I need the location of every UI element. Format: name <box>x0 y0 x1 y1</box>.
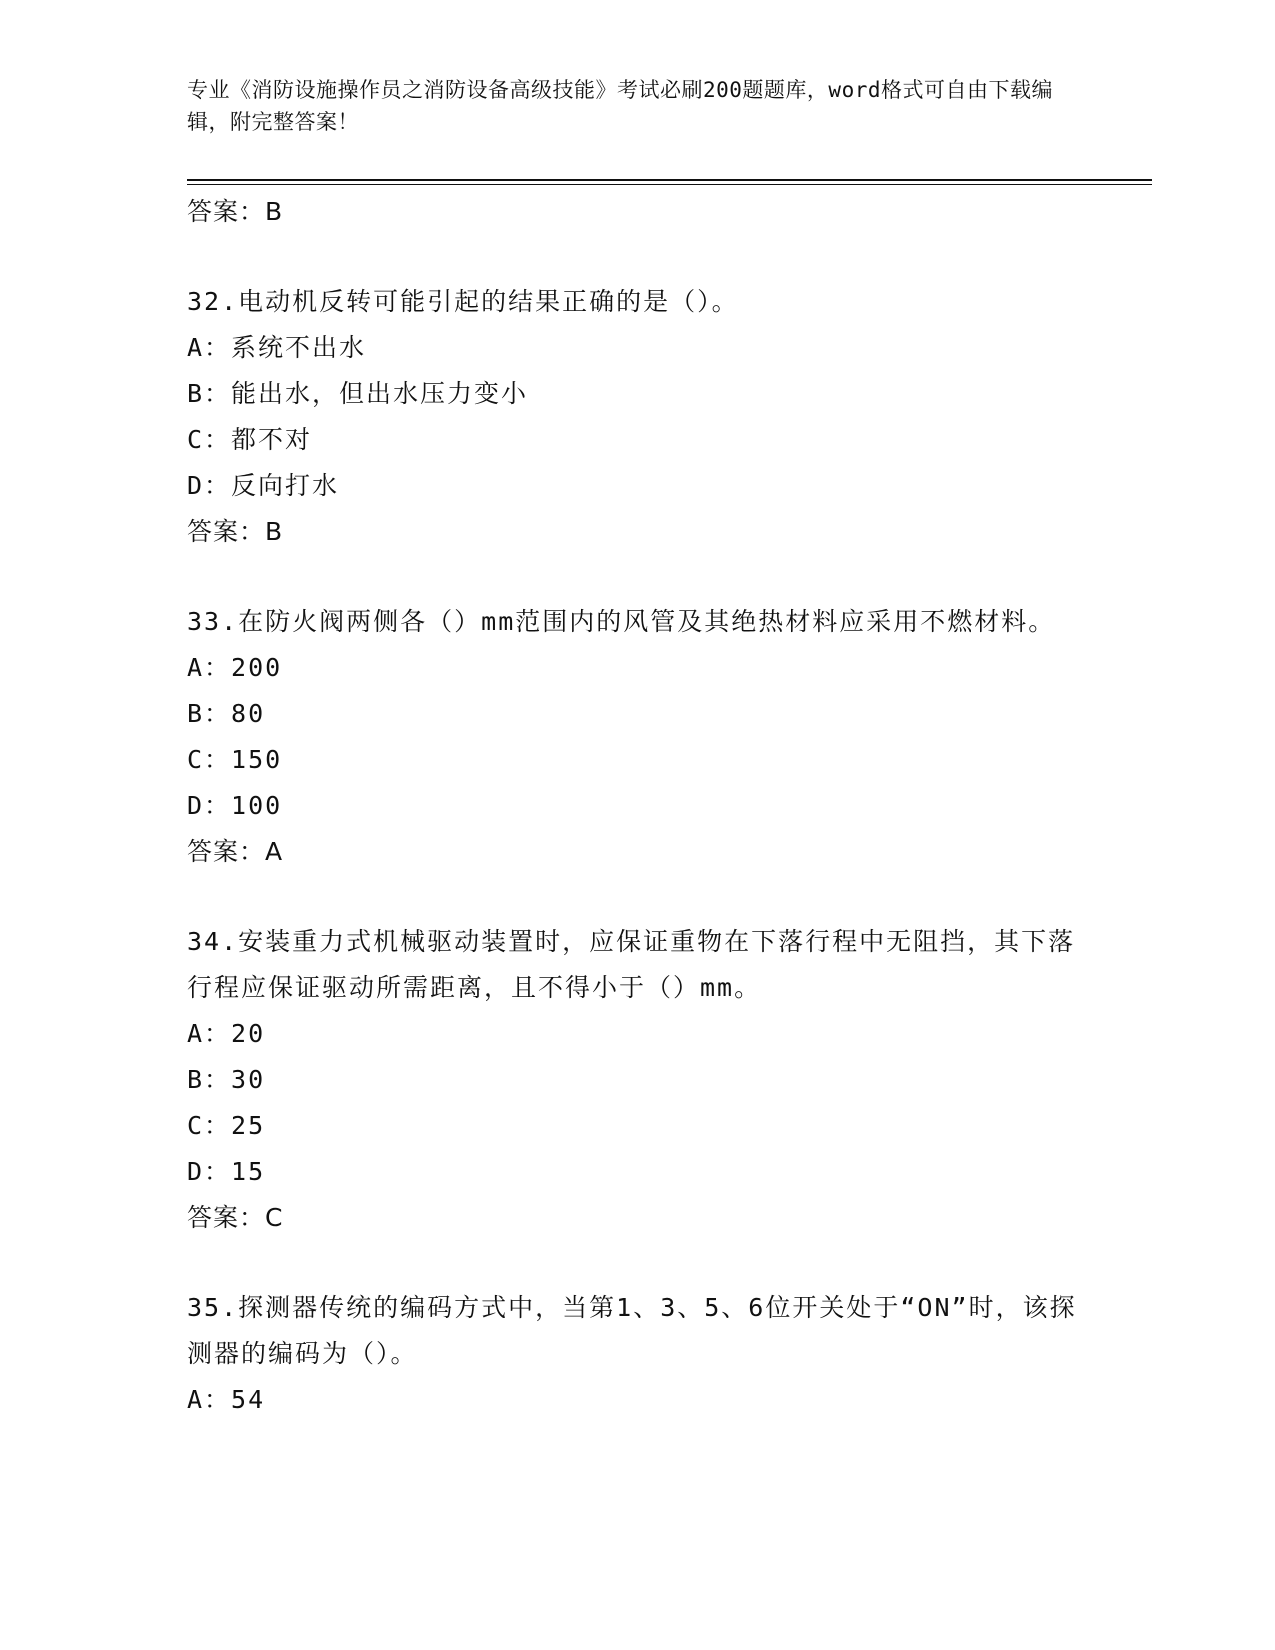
answer-label: 答案：A <box>187 837 284 866</box>
question-list <box>187 189 1087 1423</box>
question-option: D：反向打水 <box>187 471 340 500</box>
question-stem: 35.探测器传统的编码方式中，当第1、3、5、6位开关处于“ON”时，该探测器的编码为（）。 <box>187 1293 1077 1368</box>
question-item <box>187 279 1087 555</box>
question-option: C：都不对 <box>187 425 313 454</box>
question-item <box>187 599 1087 875</box>
document-header: 专业《消防设施操作员之消防设备高级技能》考试必刷200题题库，word格式可自由下载编辑，附完整答案！ <box>187 78 1053 134</box>
question-stem: 33.在防火阀两侧各（）mm范围内的风管及其绝热材料应采用不燃材料。 <box>187 607 1056 636</box>
question-option: D：100 <box>187 791 283 820</box>
question-option: A：20 <box>187 1019 266 1048</box>
question-option: A：54 <box>187 1385 266 1414</box>
question-option: B：80 <box>187 699 266 728</box>
answer-label: 答案：C <box>187 1203 284 1232</box>
question-option: D：15 <box>187 1157 266 1186</box>
question-option: C：150 <box>187 745 283 774</box>
answer-label: 答案：B <box>187 517 284 546</box>
question-item <box>187 1285 1087 1423</box>
question-stem: 34.安装重力式机械驱动装置时，应保证重物在下落行程中无阻挡，其下落行程应保证驱动所需距离，且不得小于（）mm。 <box>187 927 1076 1002</box>
question-option: A：200 <box>187 653 283 682</box>
question-option: B：30 <box>187 1065 266 1094</box>
question-stem: 32.电动机反转可能引起的结果正确的是（）。 <box>187 287 739 316</box>
question-option: B：能出水，但出水压力变小 <box>187 379 529 408</box>
question-item <box>187 919 1087 1241</box>
answer-label: 答案：B <box>187 197 284 226</box>
header-divider-thin <box>187 184 1152 185</box>
question-option: A：系统不出水 <box>187 333 367 362</box>
question-option: C：25 <box>187 1111 266 1140</box>
header-divider-thick <box>187 179 1152 181</box>
